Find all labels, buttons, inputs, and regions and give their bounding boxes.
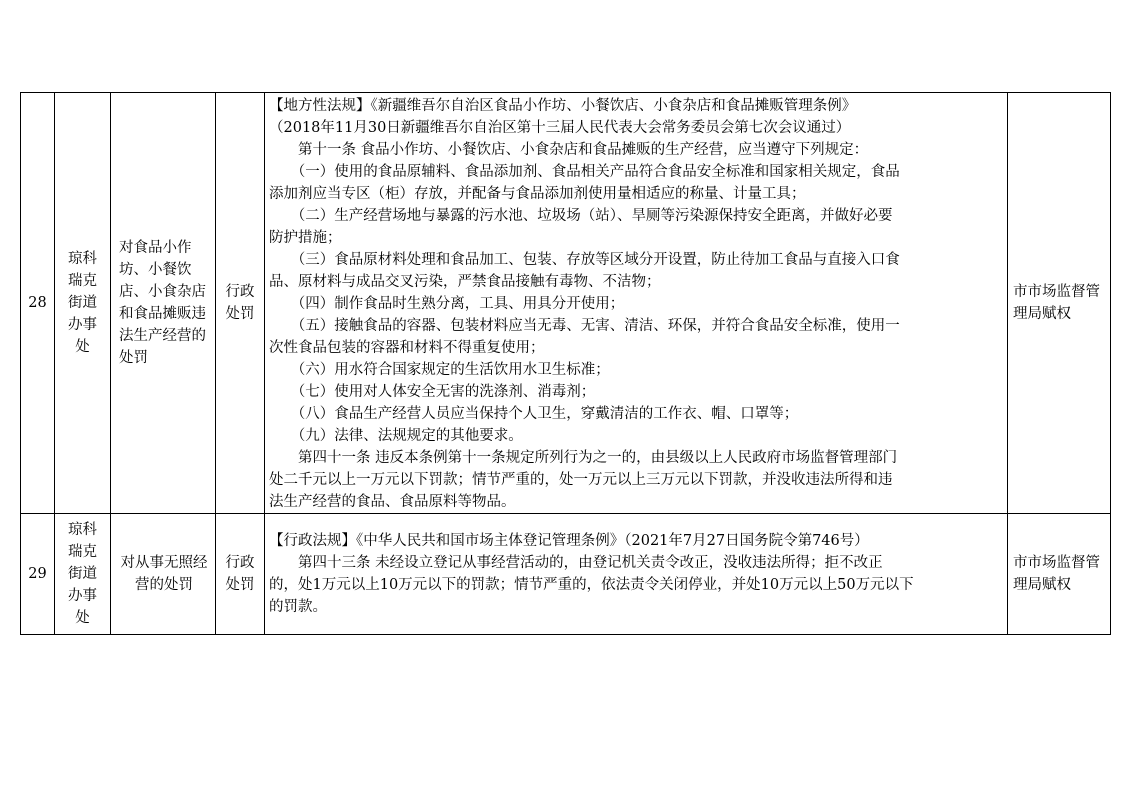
- item-type-cell: [216, 93, 265, 514]
- basis-line: 处二千元以上一万元以下罚款；情节严重的，处一万元以上三万元以下罚款，并没收违法所得和违: [269, 472, 893, 488]
- authority-cell: [1008, 514, 1111, 635]
- basis-line: 添加剂应当专区（柜）存放，并配备与食品添加剂使用量相适应的称量、计量工具；: [269, 186, 806, 202]
- authority: 市市场监督管理局赋权: [1013, 284, 1100, 322]
- row-number: 29: [21, 514, 55, 635]
- basis-line: 【地方性法规】《新疆维吾尔自治区食品小作坊、小餐饮店、小食杂店和食品摊贩管理条例》: [269, 98, 857, 114]
- basis-line: 的，处1万元以上10万元以下的罚款；情节严重的，依法责令关闭停业，并处10万元以上50万元以下: [269, 577, 914, 593]
- basis-line: 防护措施；: [269, 230, 342, 246]
- basis-line: 第十一条 食品小作坊、小餐饮店、小食杂店和食品摊贩的生产经营，应当遵守下列规定：: [269, 142, 869, 158]
- basis-line: 次性食品包装的容器和材料不得重复使用；: [269, 340, 545, 356]
- basis-line: 的罚款。: [269, 599, 327, 615]
- basis-line: （一）使用的食品原辅料、食品添加剂、食品相关产品符合食品安全标准和国家相关规定，食品: [269, 164, 900, 180]
- item-type: 行政处罚: [225, 284, 255, 322]
- enforcement-unit: 琼科瑞克街道办事处: [68, 251, 97, 355]
- item-name: 对从事无照经营的处罚: [120, 555, 208, 593]
- basis-line: （五）接触食品的容器、包装材料应当无毒、无害、清洁、环保，并符合食品安全标准，使用一: [269, 318, 900, 334]
- enforcement-unit-cell: [55, 514, 111, 635]
- basis-line: （三）食品原材料处理和食品加工、包装、存放等区域分开设置，防止待加工食品与直接入口食: [269, 252, 900, 268]
- basis-line: （四）制作食品时生熟分离，工具、用具分开使用；: [269, 296, 625, 312]
- basis-line: （2018年11月30日新疆维吾尔自治区第十三届人民代表大会常务委员会第七次会议通过）: [269, 120, 851, 136]
- basis-line: 第四十三条 未经设立登记从事经营活动的，由登记机关责令改正，没收违法所得；拒不改正: [269, 555, 883, 571]
- legal-basis-cell: [265, 93, 1008, 514]
- basis-line: （七）使用对人体安全无害的洗涤剂、消毒剂；: [269, 384, 596, 400]
- basis-line: 品、原材料与成品交叉污染，严禁食品接触有毒物、不洁物；: [269, 274, 661, 290]
- basis-line: （六）用水符合国家规定的生活饮用水卫生标准；: [269, 362, 610, 378]
- row-number: 28: [21, 93, 55, 514]
- basis-line: 【行政法规】《中华人民共和国市场主体登记管理条例》（2021年7月27日国务院令第746号）: [269, 533, 869, 549]
- basis-line: 法生产经营的食品、食品原料等物品。: [269, 494, 516, 510]
- item-type-cell: [216, 514, 265, 635]
- basis-line: （八）食品生产经营人员应当保持个人卫生，穿戴清洁的工作衣、帽、口罩等；: [269, 406, 799, 422]
- enforcement-unit-cell: [55, 93, 111, 514]
- legal-basis: [265, 93, 1007, 513]
- table-row: [21, 514, 1111, 635]
- authority: 市市场监督管理局赋权: [1013, 555, 1100, 593]
- basis-line: 第四十一条 违反本条例第十一条规定所列行为之一的，由县级以上人民政府市场监督管理部门: [269, 450, 898, 466]
- basis-line: （九）法律、法规规定的其他要求。: [269, 428, 523, 444]
- enforcement-table: [20, 92, 1111, 635]
- item-name-cell: [111, 514, 216, 635]
- item-type: 行政处罚: [225, 555, 255, 593]
- enforcement-unit: 琼科瑞克街道办事处: [68, 522, 97, 626]
- legal-basis-cell: [265, 514, 1008, 635]
- table-row: [21, 93, 1111, 514]
- item-name-cell: [111, 93, 216, 514]
- basis-line: （二）生产经营场地与暴露的污水池、垃圾场（站）、旱厕等污染源保持安全距离，并做好必要: [269, 208, 893, 224]
- legal-basis: [265, 530, 1007, 618]
- item-name: 对食品小作坊、小餐饮店、小食杂店和食品摊贩违法生产经营的处罚: [119, 240, 206, 366]
- authority-cell: [1008, 93, 1111, 514]
